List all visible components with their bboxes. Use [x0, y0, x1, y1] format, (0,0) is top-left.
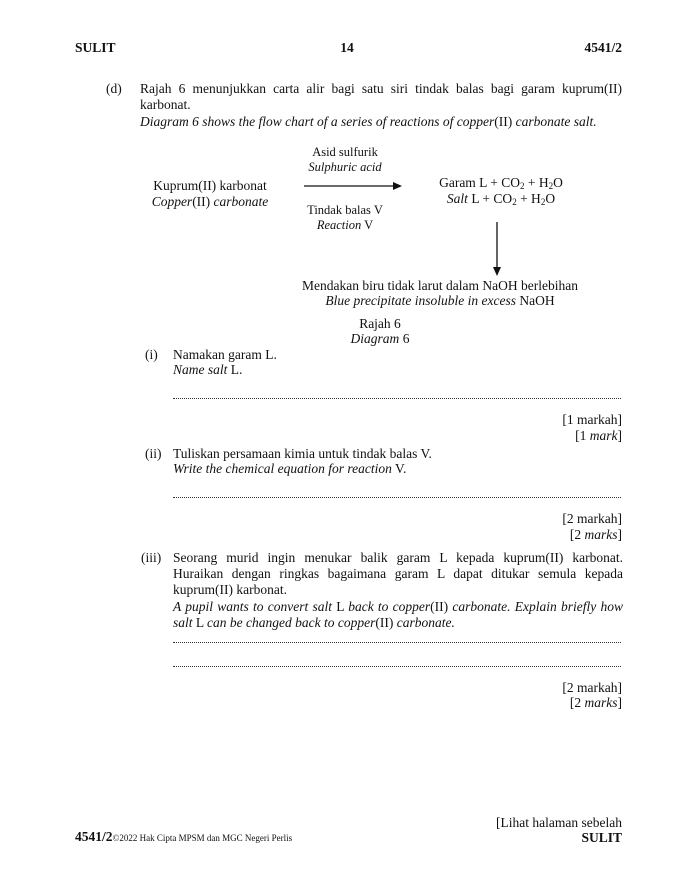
part-question-en: Write the chemical equation for reaction V. [173, 461, 407, 476]
diagram-caption-en: Diagram 6 [350, 331, 410, 346]
footer-sulit: SULIT [581, 830, 622, 845]
header-sulit: SULIT [75, 40, 116, 55]
product-ms: Garam $L + CO_2 + H_2O$ [439, 175, 563, 191]
part-label: (iii) [141, 550, 162, 565]
header-paper-code: 4541/2 [584, 40, 622, 55]
question-stem-ms: Rajah 6 menunjukkan carta alir bagi satu siri tindak balas bagi garam kuprum(II) karbonat. [140, 81, 622, 112]
right-arrow [300, 179, 404, 193]
reactant-en: Copper(II) carbonate [151, 194, 269, 209]
precipitate-en: Blue precipitate insoluble in excess NaOH [325, 293, 555, 308]
turn-page-note: [Lihat halaman sebelah [496, 815, 622, 830]
reagent-ms: Asid sulfurik [312, 145, 378, 159]
marks-en: [1 mark] [575, 428, 622, 443]
marks-ms: [2 markah] [562, 511, 622, 526]
product-en: Salt $L + CO_2 + H_2O$ [446, 191, 556, 207]
reaction-en: Reaction V [316, 218, 374, 232]
part-question-en: Name salt L. [173, 362, 243, 377]
part-question-ms: Tuliskan persamaan kimia untuk tindak balas V. [173, 446, 432, 461]
reagent-en: Sulphuric acid [308, 160, 382, 174]
question-label: (d) [106, 81, 122, 96]
part-question-ms: Namakan garam L. [173, 347, 277, 362]
part-label: (i) [145, 347, 158, 362]
down-arrow [490, 220, 504, 278]
part-label: (ii) [145, 446, 162, 461]
answer-line[interactable] [173, 666, 621, 667]
part-question-ms: Seorang murid ingin menukar balik garam L kepada kuprum(II) karbonat. Huraikan dengan ringkas bagaimana garam L dapat ditukar semula kepada kuprum(II) karbonat. [173, 550, 623, 597]
precipitate-ms: Mendakan biru tidak larut dalam NaOH berlebihan [302, 278, 578, 293]
answer-line[interactable] [173, 398, 621, 399]
answer-line[interactable] [173, 642, 621, 643]
page-number: 14 [340, 40, 354, 55]
reactant-ms: Kuprum(II) karbonat [153, 178, 267, 193]
part-question-en: A pupil wants to convert salt L back to copper(II) carbonate. Explain briefly how salt L can be changed back to copper(II) carbonate. [173, 599, 623, 630]
marks-en: [2 marks] [569, 695, 622, 710]
marks-ms: [1 markah] [562, 412, 622, 427]
answer-line[interactable] [173, 497, 621, 498]
footer-copyright: 4541/2©2022 Hak Cipta MPSM dan MGC Negeri Perlis [75, 829, 293, 844]
reaction-ms: Tindak balas V [307, 203, 383, 217]
question-stem-en: Diagram 6 shows the flow chart of a series of reactions of copper(II) carbonate salt. [140, 114, 597, 129]
marks-en: [2 marks] [569, 527, 622, 542]
diagram-caption-ms: Rajah 6 [359, 316, 401, 331]
marks-ms: [2 markah] [562, 680, 622, 695]
